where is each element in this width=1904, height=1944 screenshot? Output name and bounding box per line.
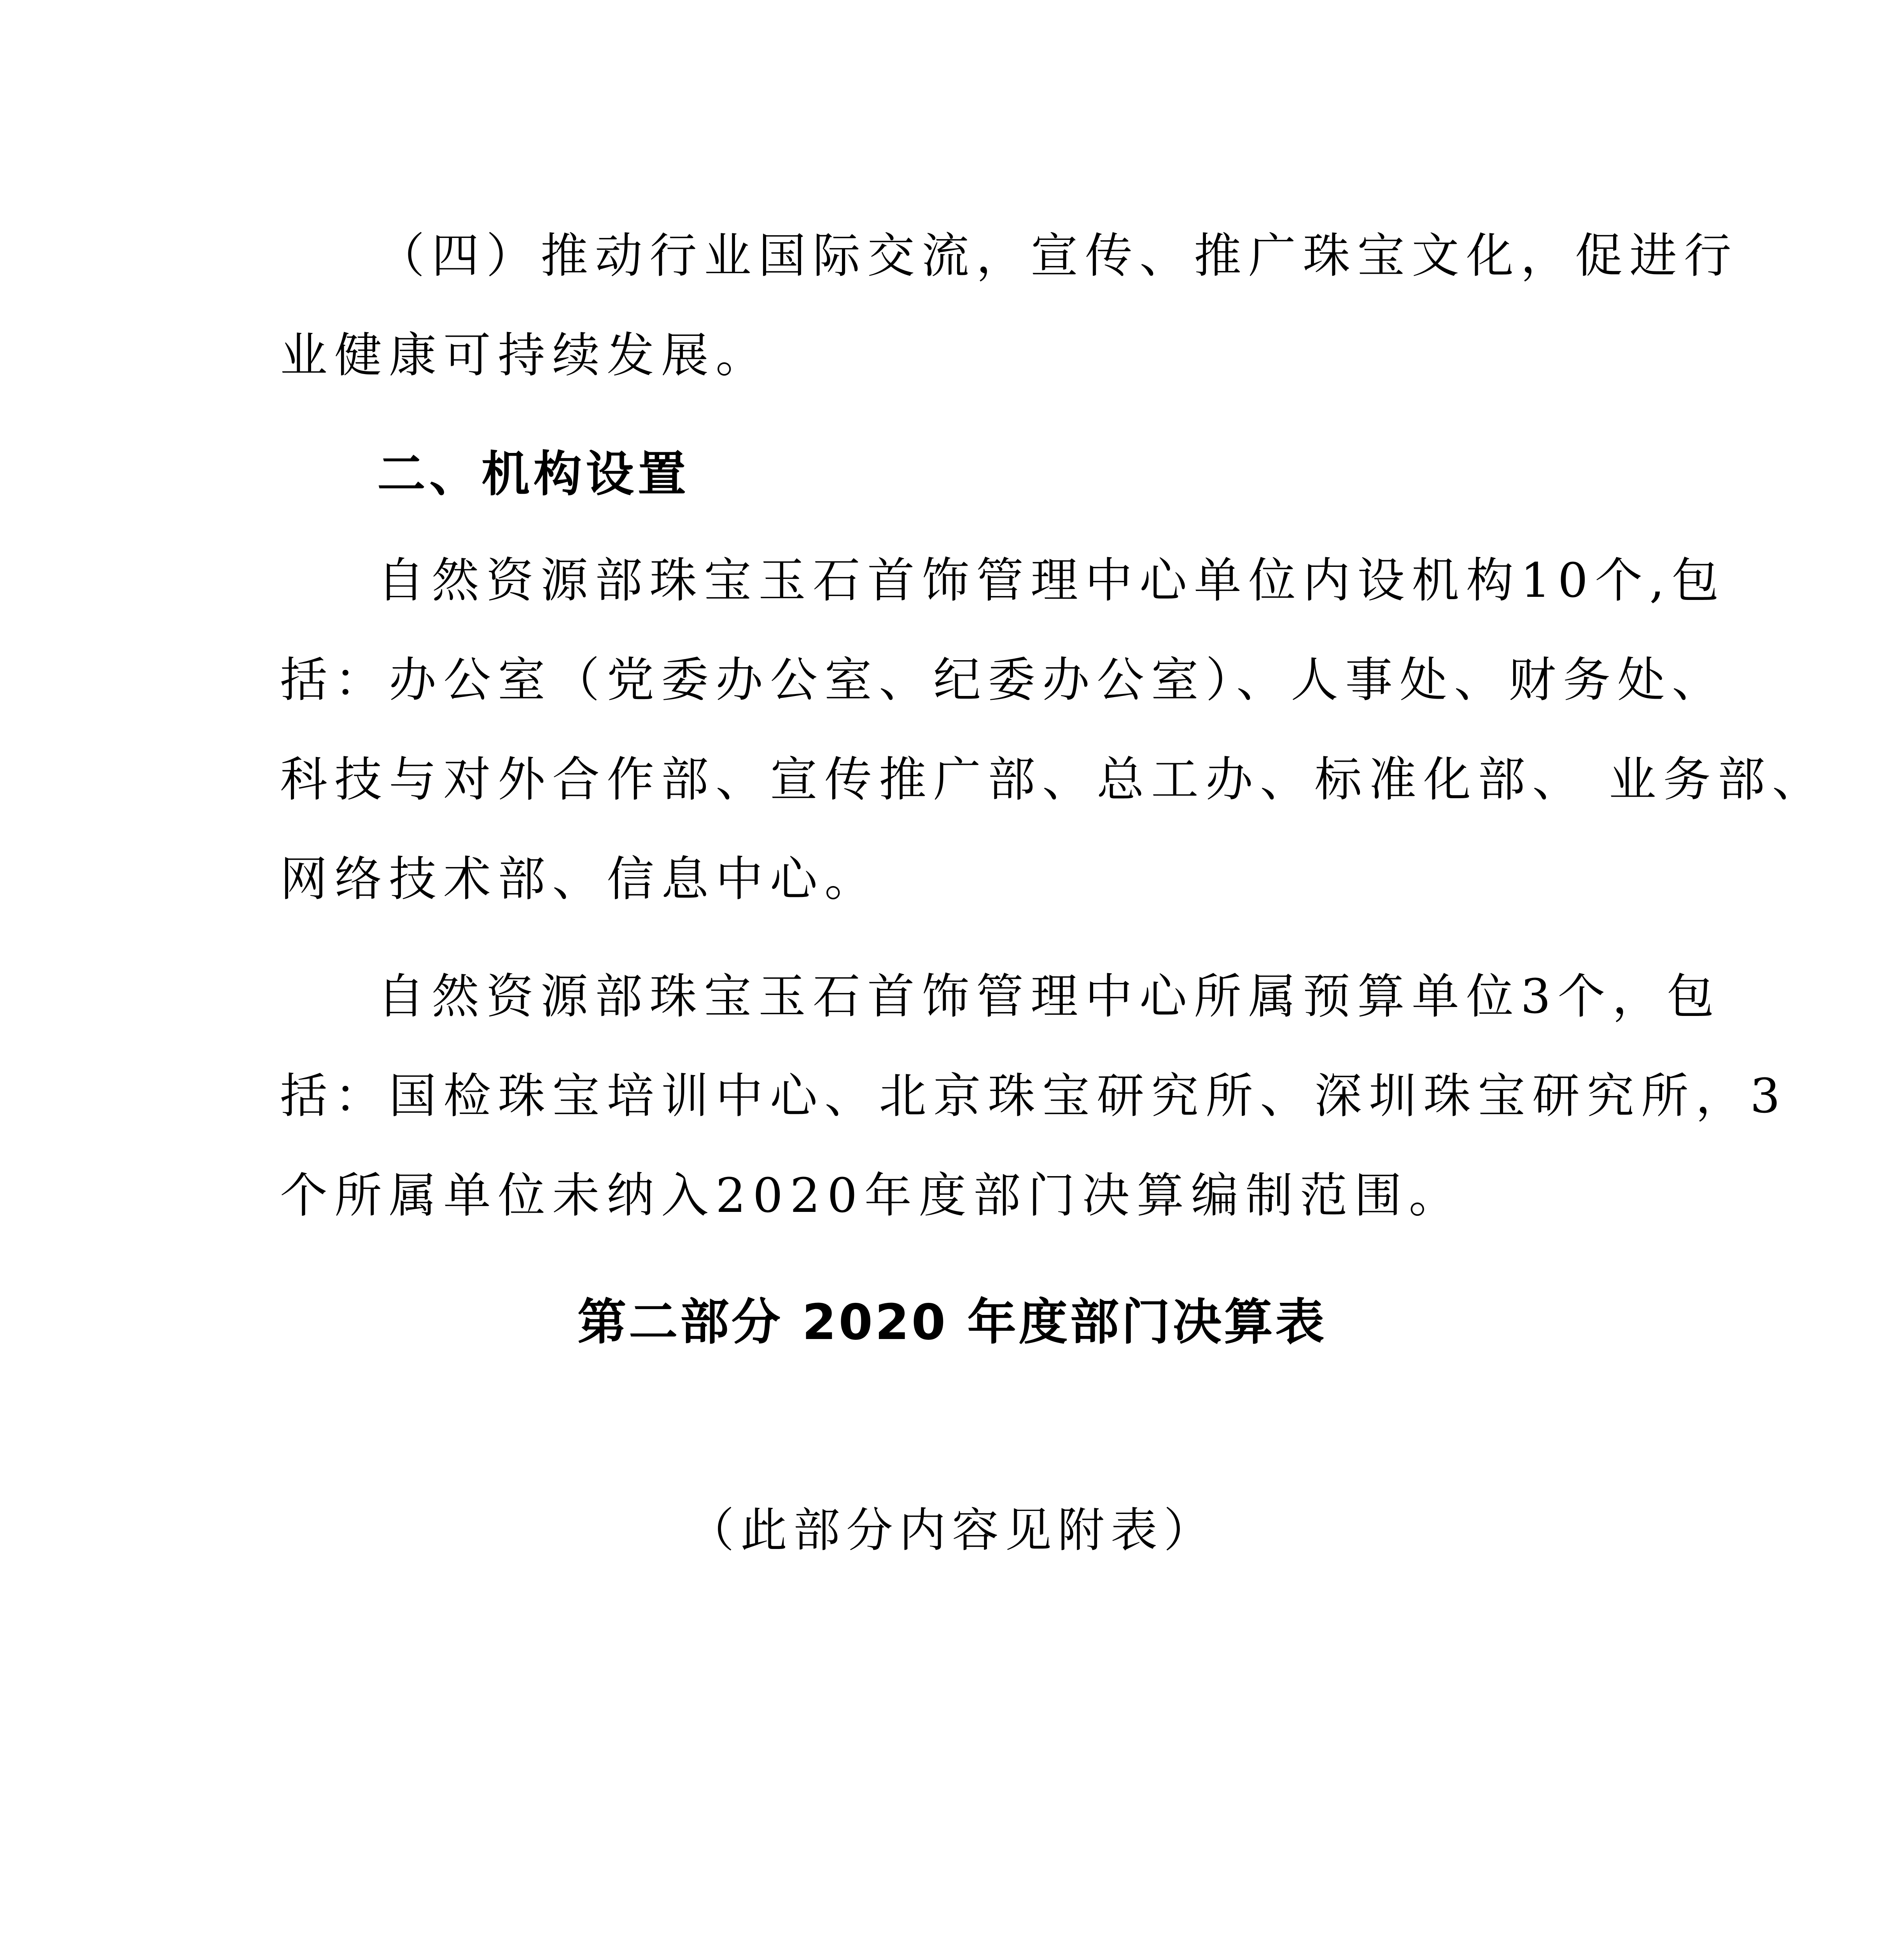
paragraph-line: 自然资源部珠宝玉石首饰管理中心所属预算单位3个，包 — [377, 969, 1721, 1024]
paragraph-line: （四）推动行业国际交流，宣传、推广珠宝文化，促进行 — [377, 228, 1738, 283]
paragraph-line: 自然资源部珠宝玉石首饰管理中心单位内设机构10个,包 — [377, 553, 1726, 608]
paragraph-line: 括：国检珠宝培训中心、北京珠宝研究所、深圳珠宝研究所，3 — [280, 1068, 1787, 1124]
part-two-title: 第二部分 2020 年度部门决算表 — [577, 1294, 1327, 1351]
section-heading-organization: 二、机构设置 — [377, 446, 690, 502]
paragraph-internal-departments — [280, 531, 1827, 929]
part-two-note: （此部分内容见附表） — [688, 1503, 1216, 1558]
paragraph-line: 括：办公室（党委办公室、纪委办公室）、人事处、财务处、 — [280, 652, 1726, 708]
paragraph-budget-units — [280, 947, 1787, 1245]
paragraph-line: 个所属单位未纳入2020年度部门决算编制范围。 — [280, 1168, 1463, 1223]
paragraph-line: 业健康可持续发展。 — [280, 328, 770, 383]
paragraph-promote-culture — [280, 206, 1738, 405]
paragraph-line: 科技与对外合作部、宣传推广部、总工办、标准化部、 业务部、 — [280, 752, 1827, 807]
paragraph-line: 网络技术部、信息中心。 — [280, 851, 879, 907]
